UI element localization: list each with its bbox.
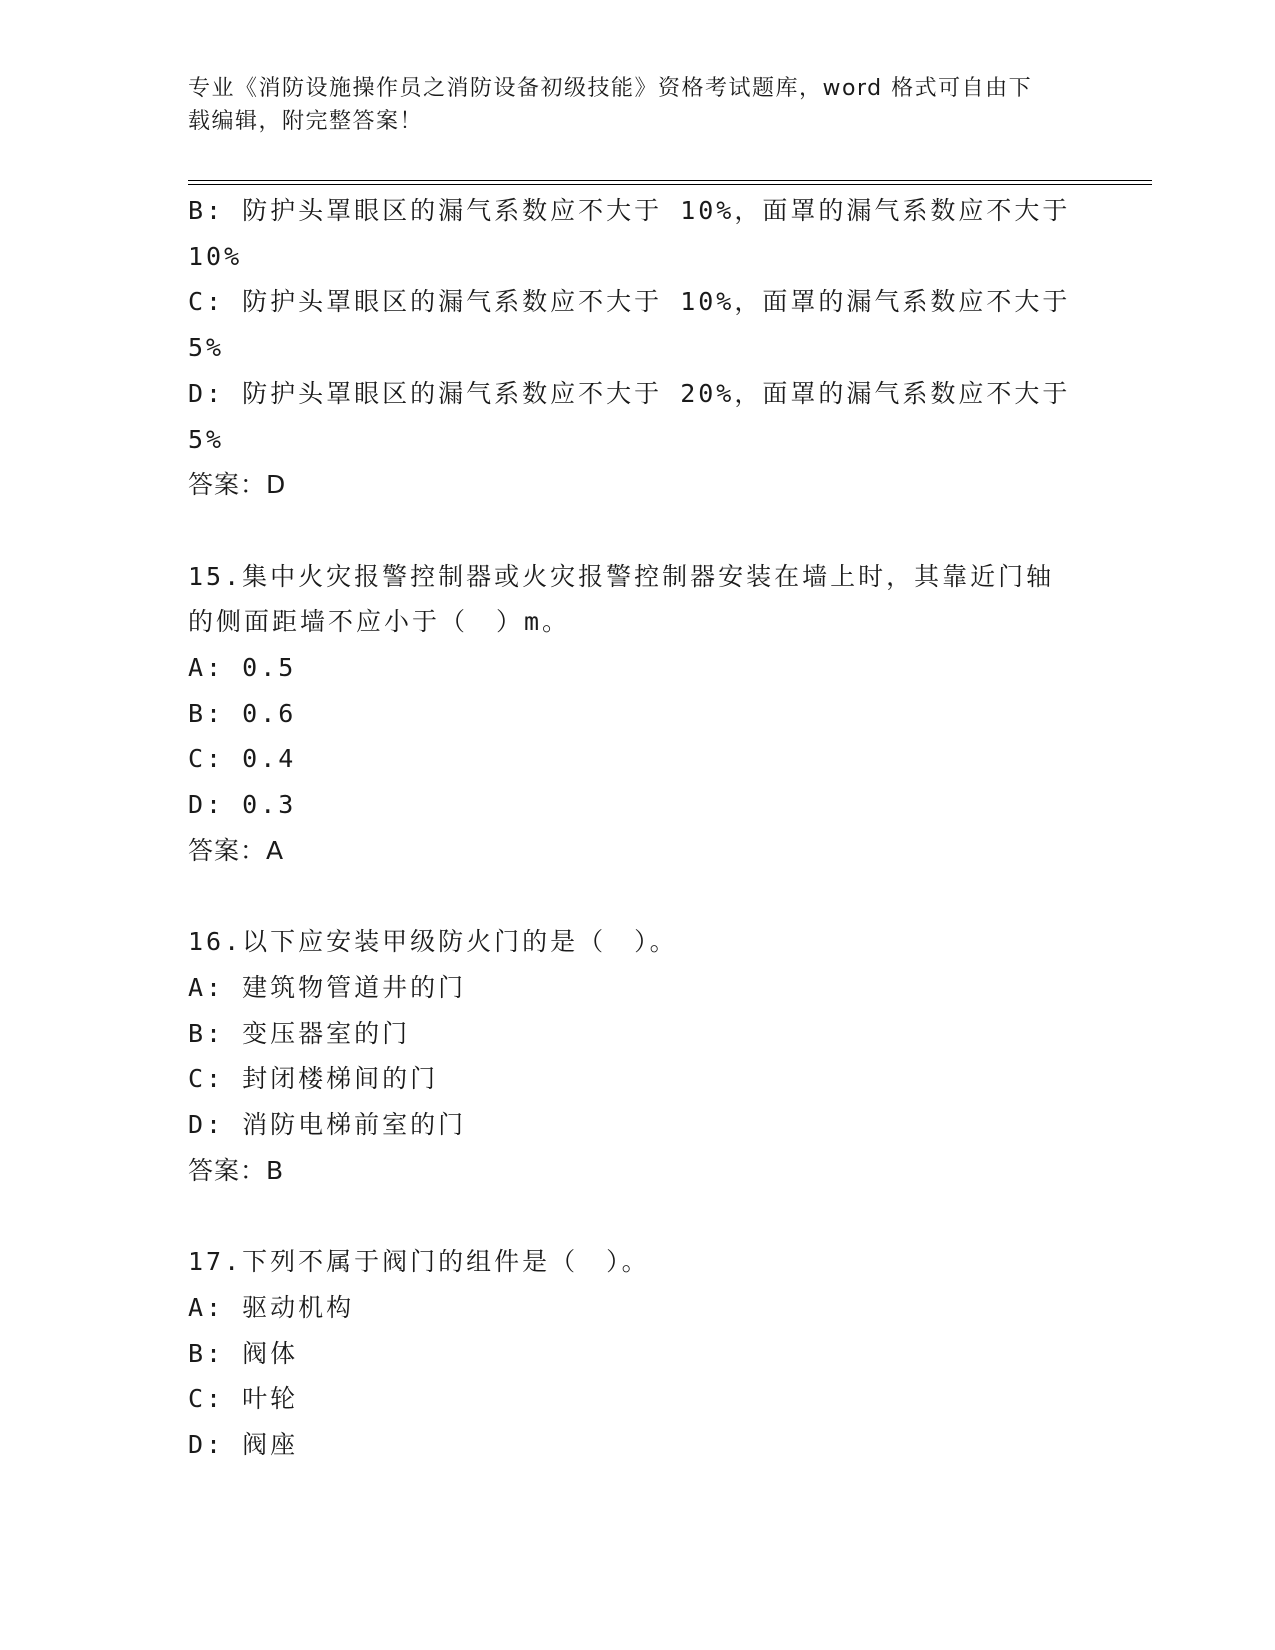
question-content <box>188 188 1088 1468</box>
header-line-2: 载编辑，附完整答案！ <box>188 109 424 134</box>
option-a: A: 0.5 <box>188 653 297 683</box>
carryover-block <box>188 188 1088 508</box>
option-line: D: 防护头罩眼区的漏气系数应不大于 20%，面罩的漏气系数应不大于 <box>188 378 1071 408</box>
option-c: C: 封闭楼梯间的门 <box>188 1064 439 1094</box>
option-c: C: 0.4 <box>188 744 297 774</box>
question-stem: 17.下列不属于阀门的组件是（ ）。 <box>188 1247 650 1277</box>
answer-line: 答案：D <box>188 470 287 500</box>
option-line: B: 防护头罩眼区的漏气系数应不大于 10%，面罩的漏气系数应不大于 <box>188 196 1071 225</box>
option-line-continued: 10% <box>188 241 243 271</box>
option-b: B: 阀体 <box>188 1338 299 1368</box>
spacer <box>188 508 1088 554</box>
option-d: D: 阀座 <box>188 1429 299 1459</box>
spacer <box>188 1193 1088 1239</box>
option-d: D: 0.3 <box>188 790 297 820</box>
option-d: D: 消防电梯前室的门 <box>188 1110 467 1140</box>
option-b: B: 变压器室的门 <box>188 1018 411 1048</box>
option-b: B: 0.6 <box>188 698 297 728</box>
option-a: A: 驱动机构 <box>188 1292 355 1322</box>
answer-line: 答案：B <box>188 1155 285 1185</box>
question-17 <box>188 1239 1088 1468</box>
header-divider-top <box>188 180 1152 181</box>
question-stem: 15.集中火灾报警控制器或火灾报警控制器安装在墙上时，其靠近门轴 <box>188 561 1055 591</box>
option-c: C: 叶轮 <box>188 1384 299 1414</box>
option-a: A: 建筑物管道井的门 <box>188 972 467 1002</box>
header-line-1: 专业《消防设施操作员之消防设备初级技能》资格考试题库，word 格式可自由下 <box>188 76 1033 101</box>
spacer <box>188 874 1088 920</box>
option-line: C: 防护头罩眼区的漏气系数应不大于 10%，面罩的漏气系数应不大于 <box>188 287 1071 317</box>
question-16 <box>188 919 1088 1193</box>
question-stem-continued: 的侧面距墙不应小于（ ）m。 <box>188 607 571 637</box>
option-line-continued: 5% <box>188 424 225 454</box>
header-divider-bottom <box>188 184 1152 185</box>
question-stem: 16.以下应安装甲级防火门的是（ ）。 <box>188 927 678 957</box>
option-line-continued: 5% <box>188 333 225 363</box>
answer-line: 答案：A <box>188 835 285 865</box>
question-15 <box>188 554 1088 874</box>
document-header <box>188 72 1088 138</box>
